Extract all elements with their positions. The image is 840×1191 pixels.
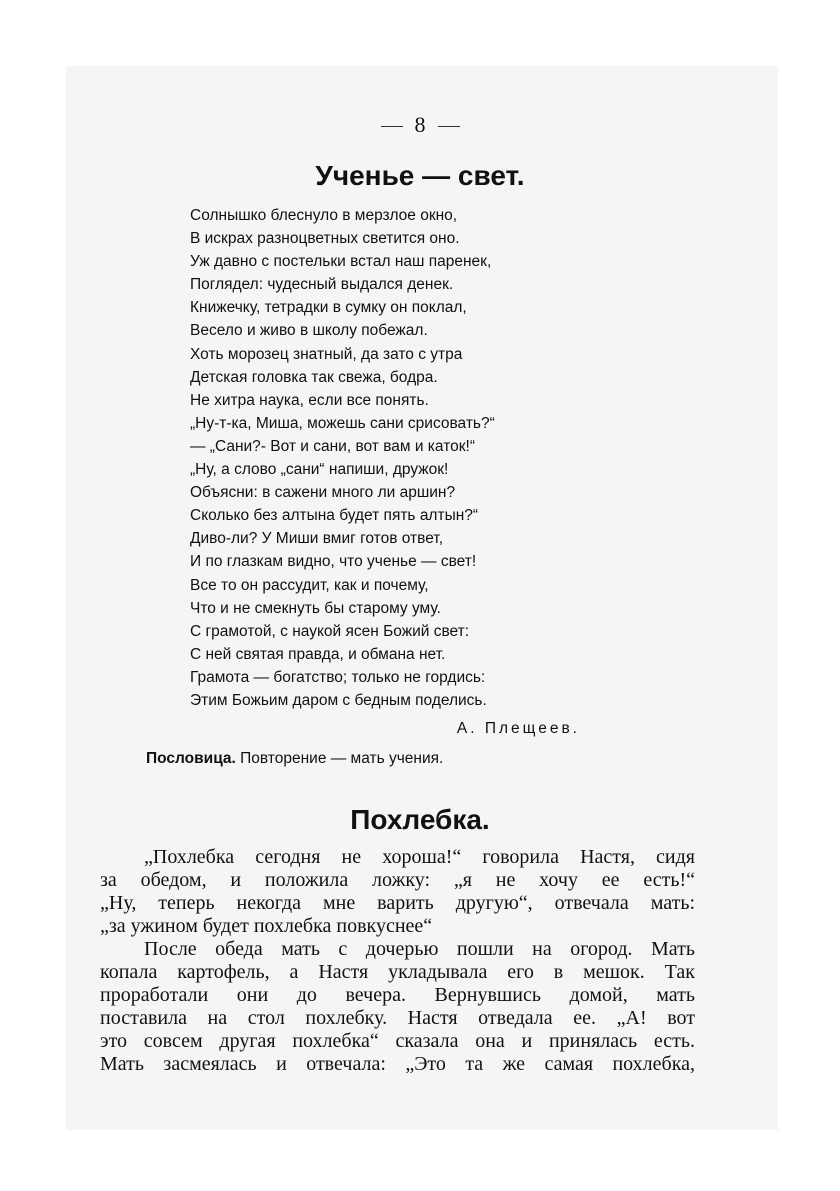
poem-line: — „Сани?- Вот и сани, вот вам и каток!“: [190, 437, 476, 455]
poem-line: Не хитра наука, если все понять.: [190, 391, 429, 409]
poem-line: Этим Божьим даром с бедным поделись.: [190, 691, 487, 709]
story-line: „Ну, теперь некогда мне варить другую“, отвечала мать:: [100, 892, 695, 914]
story-line: „Похлебка сегодня не хороша!“ говорила Настя, сидя: [144, 846, 695, 868]
story-line: это совсем другая похлебка“ сказала она и принялась есть.: [100, 1030, 695, 1052]
poem-line: И по глазкам видно, что ученье — свет!: [190, 553, 477, 571]
story-title: Похлебка.: [350, 804, 490, 835]
page-number-dash-right: [438, 126, 460, 127]
proverb-text: Повторение — мать учения.: [240, 750, 444, 767]
poem-line: „Ну, а слово „сани“ напиши, дружок!: [190, 461, 449, 479]
poem-line: Солнышко блеснуло в мерзлое окно,: [190, 207, 458, 224]
poem-line: Что и не смекнуть бы старому уму.: [190, 599, 441, 617]
poem-body: [190, 204, 610, 712]
poem-line: Сколько без алтына будет пять алтын?“: [190, 507, 479, 525]
poem-line: Весело и живо в школу побежал.: [190, 322, 428, 340]
proverb-label: Пословица.: [146, 750, 236, 767]
poem-line: С ней святая правда, и обмана нет.: [190, 645, 446, 663]
story-line: проработали они до вечера. Вернувшись домой, мать: [100, 984, 695, 1006]
story-line: копала картофель, а Настя укладывала его в мешок. Так: [100, 961, 695, 983]
poem-line: Хоть морозец знатный, да зато с утра: [190, 345, 463, 363]
poem-line: Уж давно с постельки встал наш паренек,: [190, 253, 492, 271]
poem-line: Поглядел: чудесный выдался денек.: [190, 276, 454, 294]
story-body: [100, 846, 695, 1076]
poem-author: А. Плещеев.: [456, 720, 580, 737]
story-line: за обедом, и положила ложку: „я не хочу ее есть!“: [100, 869, 695, 891]
poem-line: С грамотой, с наукой ясен Божий свет:: [190, 622, 470, 640]
poem-line: Детская головка так свежа, бодра.: [190, 368, 438, 386]
page-number-dash-left: [381, 126, 403, 127]
story-line: После обеда мать с дочерью пошли на огород. Мать: [144, 938, 695, 960]
poem-line: Книжечку, тетрадки в сумку он поклал,: [190, 299, 467, 317]
poem-title: Ученье — свет.: [315, 160, 525, 191]
poem-line: „Ну-т-ка, Миша, можешь сани срисовать?“: [190, 414, 495, 432]
page-number-value: 8: [414, 112, 426, 137]
page-number: [0, 112, 840, 138]
story-line: „за ужином будет похлебка повкуснее“: [100, 915, 433, 937]
story-line: поставила на стол похлебку. Настя отведала ее. „А! вот: [100, 1007, 695, 1029]
poem-line: Грамота — богатство; только не гордись:: [190, 668, 486, 686]
poem-line: Все то он рассудит, как и почему,: [190, 576, 429, 594]
proverb: [146, 750, 646, 768]
poem-line: В искрах разноцветных светится оно.: [190, 230, 460, 248]
poem-line: Объясни: в сажени много ли аршин?: [190, 484, 456, 502]
story-line: Мать засмеялась и отвечала: „Это та же самая похлебка,: [100, 1053, 695, 1075]
poem-line: Диво-ли? У Миши вмиг готов ответ,: [190, 530, 443, 548]
